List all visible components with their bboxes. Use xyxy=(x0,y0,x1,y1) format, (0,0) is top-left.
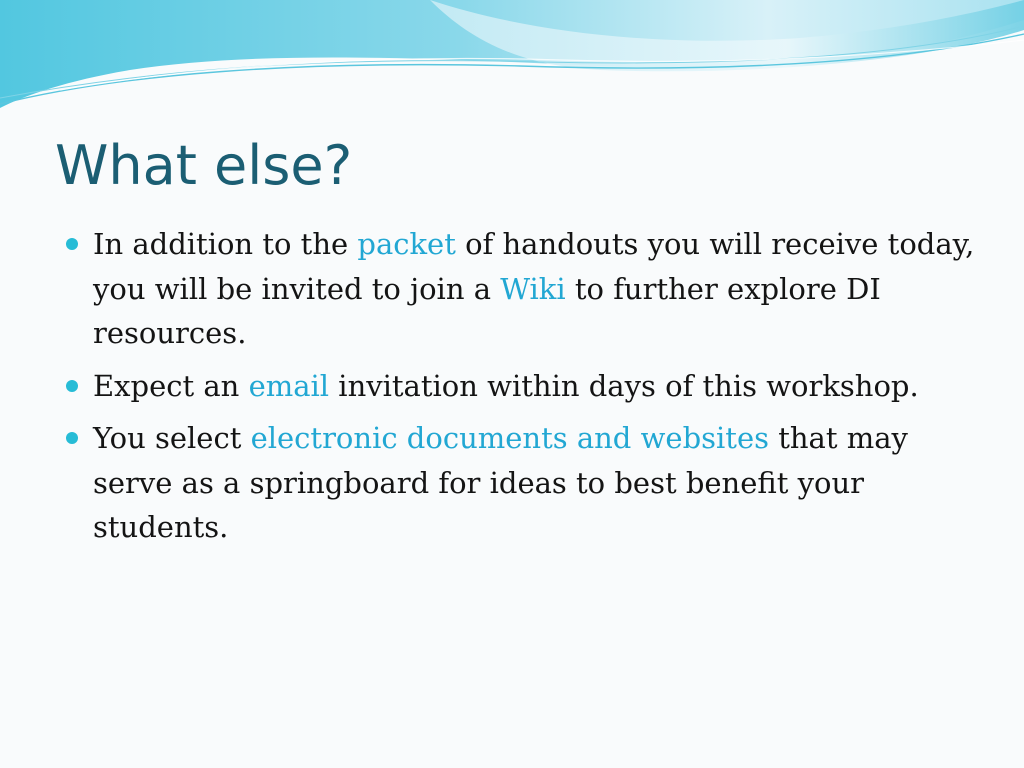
highlight-electronic-documents: electronic documents and websites xyxy=(250,421,769,455)
wave-decoration xyxy=(0,0,1024,130)
bullet-icon xyxy=(66,380,78,392)
bullet-list xyxy=(93,222,993,558)
bullet-icon xyxy=(66,238,78,250)
highlight-wiki: Wiki xyxy=(500,271,566,306)
bullet-item-select xyxy=(93,416,993,550)
bullet-text: that may serve as a springboard for ideas to best benefit your students. xyxy=(93,421,908,544)
bullet-item-packet xyxy=(93,222,993,356)
bullet-text: Expect an xyxy=(93,368,249,403)
bullet-item-email xyxy=(93,364,993,409)
highlight-email: email xyxy=(248,368,330,403)
slide-title: What else? xyxy=(55,134,353,197)
bullet-icon xyxy=(66,432,78,444)
bullet-text: invitation within days of this workshop. xyxy=(329,368,919,403)
bullet-text: of handouts you will receive today, you will be invited to join a xyxy=(93,227,975,306)
bullet-text: to further explore DI resources. xyxy=(93,271,881,350)
highlight-packet: packet xyxy=(357,227,456,261)
bullet-text: You select xyxy=(93,421,251,455)
bullet-text: In addition to the xyxy=(93,227,358,261)
